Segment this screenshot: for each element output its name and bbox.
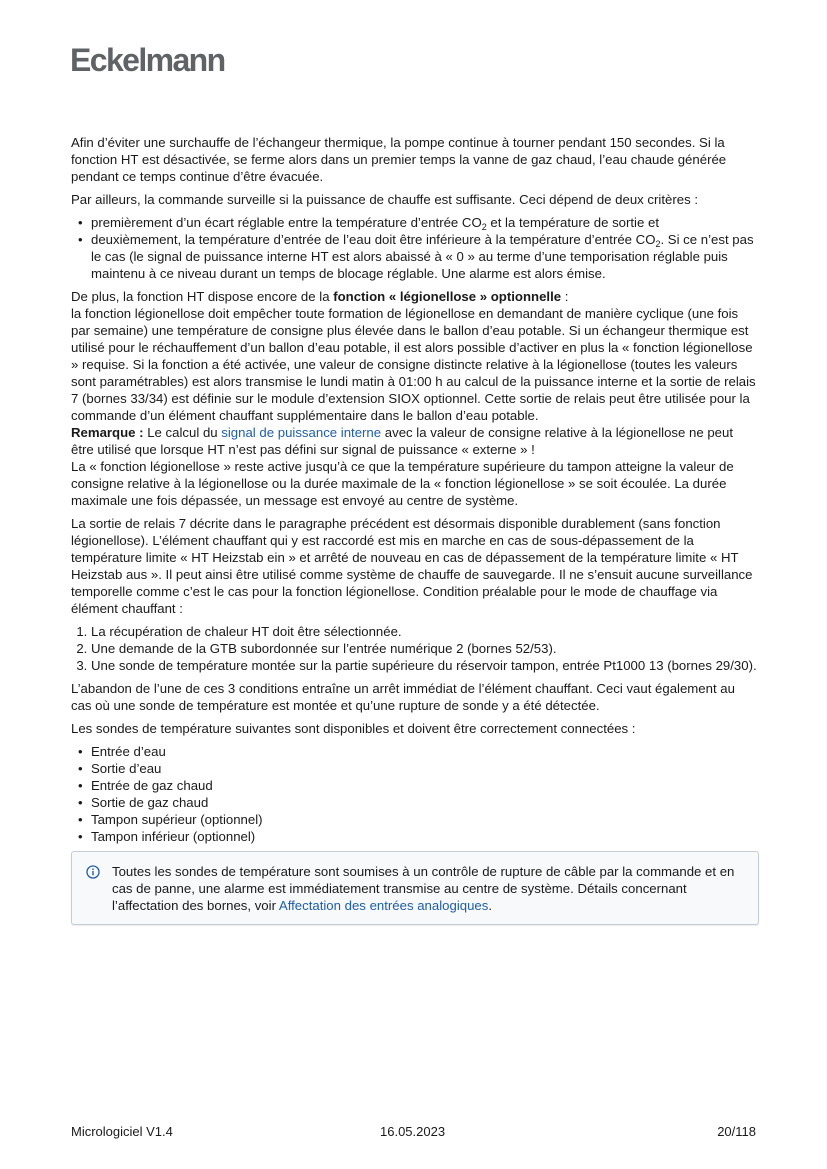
paragraph-abort: L’abandon de l’une de ces 3 conditions entraîne un arrêt immédiat de l’élément chauffant. Ceci vaut également au cas où une sonde de température est montée et qu’une rupture de sonde y a été détectée. xyxy=(71,681,735,713)
list-item: • Sortie de gaz chaud xyxy=(91,794,759,811)
list-item: • Entrée d’eau xyxy=(91,743,759,760)
subscript: 2 xyxy=(655,239,661,249)
conditions-list xyxy=(71,623,759,674)
document-body xyxy=(71,134,759,925)
bold-text: fonction « légionellose » optionnelle xyxy=(333,289,562,304)
list-item: • Tampon supérieur (optionnel) xyxy=(91,811,759,828)
footer-page-number: 20/118 xyxy=(717,1124,756,1139)
text: et la température de sortie et xyxy=(486,215,659,230)
text: . Si ce n’est pas le cas (le signal de puissance interne HT est alors abaissé à « 0 » au terme d’une temporisation réglable puis maintenu à ce niveau durant un temps de blocage réglable. Une alarme est alors émise. xyxy=(91,232,754,281)
text: Le calcul du xyxy=(143,425,222,440)
info-icon xyxy=(86,865,100,879)
list-item: 3. Une sonde de température montée sur la partie supérieure du réservoir tampon, entrée Pt1000 13 (bornes 29/30). xyxy=(91,657,759,674)
note-text: Toutes les sondes de température sont soumises à un contrôle de rupture de câble par la commande et en cas de panne, une alarme est immédiatement transmise au centre de système. Détails concernant l’affectation des bornes, voir xyxy=(112,864,735,913)
text: De plus, la fonction HT dispose encore de la xyxy=(71,289,334,304)
text: : xyxy=(561,289,569,304)
text: La « fonction légionellose » reste active jusqu’à ce que la température supérieure du tampon atteigne la valeur de consigne relative à la légionellose ou la durée maximale de la « fonction légionellose » se soit écoulée. La durée maximale une fois dépassée, un message est envoyé au centre de système. xyxy=(71,459,734,508)
text: premièrement d’un écart réglable entre la température d’entrée CO xyxy=(91,215,482,230)
list-item: • Tampon inférieur (optionnel) xyxy=(91,828,759,845)
footer-date: 16.05.2023 xyxy=(380,1124,446,1139)
info-note xyxy=(71,851,759,925)
paragraph-legionella xyxy=(71,288,759,509)
text: deuxièmement, la température d’entrée de l’eau doit être inférieure à la température d’entrée CO xyxy=(91,232,656,247)
link-internal-power-signal[interactable]: signal de puissance interne xyxy=(221,425,382,440)
subscript: 2 xyxy=(481,222,487,232)
paragraph-sensors: Les sondes de température suivantes sont disponibles et doivent être correctement connectées : xyxy=(71,721,636,736)
text: la fonction légionellose doit empêcher toute formation de légionellose en demandant de manière cyclique (une fois par semaine) une température de consigne plus élevée dans le ballon d’eau potable. Si un échangeur thermique est utilisé pour le réchauffement d’un ballon d’eau potable, il est alors possible d’activer en plus la « fonction légionellose » requise. Si la fonction a été activée, une valeur de consigne distincte relative à la légionellose (toutes les valeurs sont paramétrables) est alors transmise le lundi matin à 01:00 h au calcul de la puissance interne et la sortie de relais 7 (bornes 33/34) est définie sur le module d’extension SIOX optionnel. Cette sortie de relais peut être utilisée pour la commande d’un élément chauffant supplémentaire dans le ballon d’eau potable. xyxy=(71,306,756,423)
text: avec la valeur de consigne relative à la légionellose ne peut être utilisé que lorsque HT n’est pas défini sur signal de puissance « externe » ! xyxy=(71,425,734,457)
criteria-list xyxy=(71,214,759,282)
text: . xyxy=(488,898,493,913)
list-item: 2. Une demande de la GTB subordonnée sur l’entrée numérique 2 (bornes 52/53). xyxy=(91,640,759,657)
eckelmann-logo: Eckelmann xyxy=(70,42,225,78)
paragraph-relay: La sortie de relais 7 décrite dans le paragraphe précédent est désormais disponible durablement (sans fonction légionellose). L’élément chauffant qui y est raccordé est mis en marche en cas de sous-dépassement de la température limite « HT Heizstab ein » et arrêté de nouveau en cas de dépassement de la température limite « HT Heizstab aus ». Il peut ainsi être utilisé comme système de chauffe de sauvegarde. Il ne s’ensuit aucune surveillance temporelle comme c’est le cas pour la fonction légionellose. Condition préalable pour le mode de chauffage via élément chauffant : xyxy=(71,516,753,616)
list-item xyxy=(91,231,759,282)
paragraph-pump: Afin d’éviter une surchauffe de l’échangeur thermique, la pompe continue à tourner pendant 150 secondes. Si la fonction HT est désactivée, se ferme alors dans un premier temps la vanne de gaz chaud, l’eau chaude générée pendant ce temps continue d’être évacuée. xyxy=(71,135,727,184)
list-item: • Sortie d’eau xyxy=(91,760,759,777)
sensors-list xyxy=(71,743,759,845)
list-item: 1. La récupération de chaleur HT doit être sélectionnée. xyxy=(91,623,759,640)
paragraph-monitoring: Par ailleurs, la commande surveille si la puissance de chauffe est suffisante. Ceci dépend de deux critères : xyxy=(71,192,698,207)
footer-firmware: Micrologiciel V1.4 xyxy=(71,1124,173,1139)
list-item xyxy=(91,214,759,231)
remark-label: Remarque : xyxy=(71,425,144,440)
link-analog-inputs[interactable]: Affectation des entrées analogiques xyxy=(278,898,489,913)
list-item: • Entrée de gaz chaud xyxy=(91,777,759,794)
